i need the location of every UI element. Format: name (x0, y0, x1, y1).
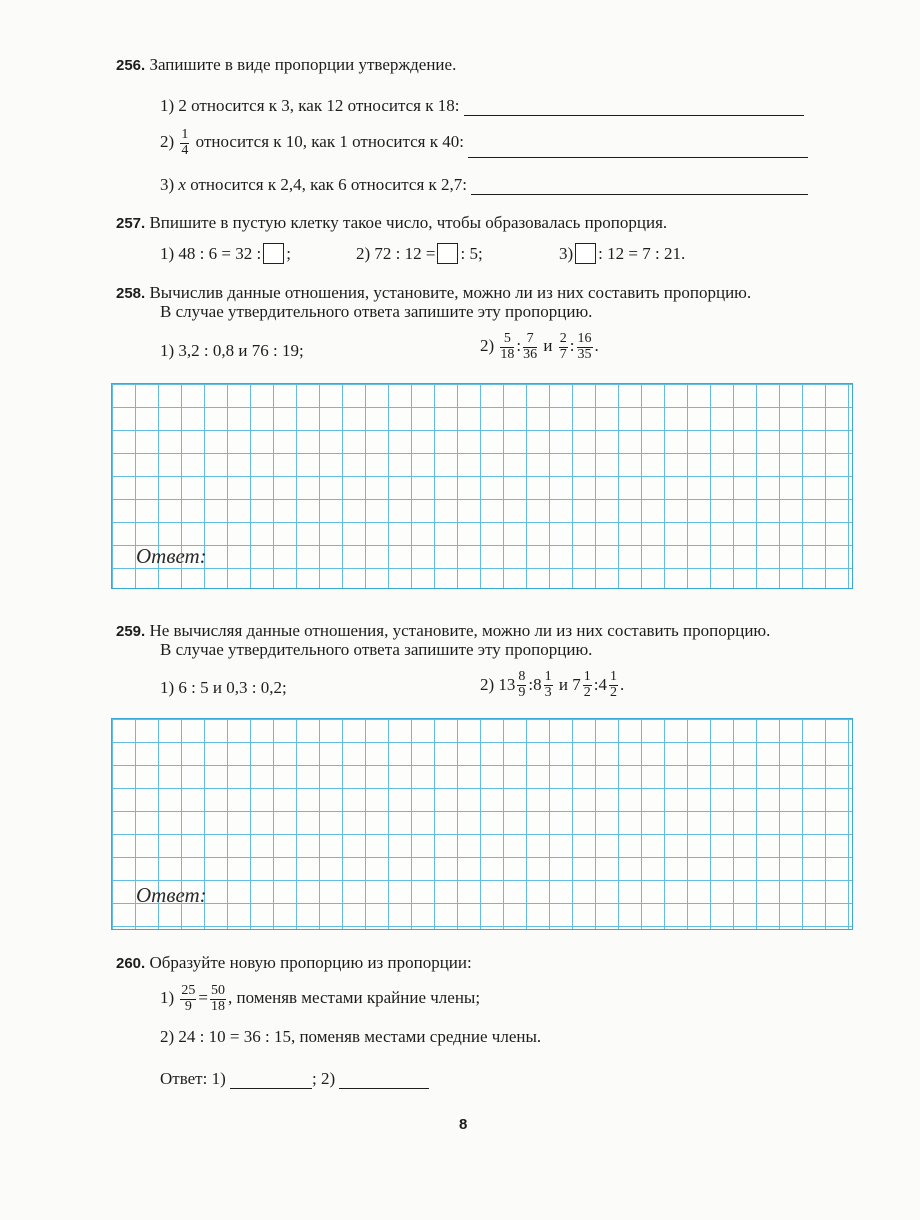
task-258 (116, 283, 751, 303)
answer-line-2[interactable] (339, 1088, 429, 1089)
task-260-answer: Ответ: 1) ; 2) (160, 1069, 429, 1089)
empty-cell[interactable] (575, 243, 596, 264)
task-number: 257. (116, 215, 146, 232)
grid-259[interactable] (111, 718, 853, 930)
task-258-item-1: 1) 3,2 : 0,8 и 76 : 19; (160, 341, 304, 360)
task-257-item-1: 1) 48 : 6 = 32 : ; (160, 244, 291, 263)
task-257-item-2: 2) 72 : 12 = : 5; (356, 244, 483, 263)
task-256-item-1 (160, 96, 804, 116)
task-number: 258. (116, 285, 146, 302)
fraction: $\frac{7}{36}$ (523, 331, 538, 362)
item-text: относится к 2,4, как 6 относится к 2,7: (190, 175, 468, 194)
fraction: $\frac{16}{35}$ (577, 331, 592, 362)
task-256 (116, 55, 456, 75)
task-text: Не вычисляя данные отношения, установите, можно ли из них составить пропорцию. (149, 621, 771, 640)
fraction: $\frac{25}{9}$ (181, 983, 196, 1014)
answer-line[interactable] (471, 194, 808, 195)
item-number: 3) (160, 175, 175, 194)
mixed-number: 7 $\frac{1}{2}$ (572, 669, 591, 700)
fraction: $\frac{2}{7}$ (559, 331, 567, 362)
task-257 (116, 213, 667, 233)
empty-cell[interactable] (437, 243, 458, 264)
task-259-item-1: 1) 6 : 5 и 0,3 : 0,2; (160, 678, 287, 697)
task-number: 256. (116, 57, 146, 74)
task-number: 259. (116, 623, 146, 640)
answer-line-1[interactable] (230, 1088, 312, 1089)
task-259 (116, 621, 770, 641)
task-259-item-2: 2) 13 $\frac{8}{9}$ : 8 $\frac{1}{3}$ и 7 $\frac{1}{2}$ : 4 $\frac{1}{2}$ . (480, 669, 625, 700)
item-text: 1) 2 относится к 3, как 12 относится к 18: (160, 96, 460, 115)
task-text: Образуйте новую пропорцию из пропорции: (149, 953, 472, 972)
fraction: $\frac{1}{4}$ (181, 127, 189, 158)
variable: x (178, 175, 186, 194)
task-257-item-3: 3) : 12 = 7 : 21. (559, 244, 686, 263)
task-256-item-2 (160, 128, 808, 158)
fraction: $\frac{50}{18}$ (211, 983, 226, 1014)
task-256-item-3 (160, 175, 808, 195)
task-text: Вычислив данные отношения, установите, можно ли из них составить пропорцию. (149, 283, 752, 302)
mixed-number: 8 $\frac{1}{3}$ (533, 669, 552, 700)
item-number: 2) (160, 132, 175, 152)
task-260-item-1: 1) $\frac{25}{9}$ = $\frac{50}{18}$ , поменяв местами крайние члены; (160, 983, 481, 1014)
task-259-text-2: В случае утвердительного ответа запишите эту пропорцию. (160, 640, 593, 659)
answer-line[interactable] (468, 157, 808, 158)
task-258-text-2: В случае утвердительного ответа запишите эту пропорцию. (160, 302, 593, 321)
page-number: 8 (459, 1116, 468, 1133)
task-text: Запишите в виде пропорции утверждение. (149, 55, 457, 74)
task-260 (116, 953, 472, 973)
task-text: Впишите в пустую клетку такое число, чтобы образовалась пропорция. (149, 213, 668, 232)
task-number: 260. (116, 955, 146, 972)
grid-258[interactable] (111, 383, 853, 589)
item-text: относится к 10, как 1 относится к 40: (195, 132, 464, 152)
fraction: $\frac{5}{18}$ (500, 331, 515, 362)
answer-label: Ответ: (136, 544, 207, 568)
task-260-item-2: 2) 24 : 10 = 36 : 15, поменяв местами средние члены. (160, 1027, 542, 1046)
mixed-number: 4 $\frac{1}{2}$ (598, 669, 617, 700)
empty-cell[interactable] (263, 243, 284, 264)
task-258-item-2: 2) $\frac{5}{18}$ : $\frac{7}{36}$ и $\frac{2}{7}$ : $\frac{16}{35}$ . (480, 331, 599, 362)
answer-label: Ответ: (136, 883, 207, 907)
answer-line[interactable] (464, 115, 804, 116)
mixed-number: 13 $\frac{8}{9}$ (498, 669, 526, 700)
